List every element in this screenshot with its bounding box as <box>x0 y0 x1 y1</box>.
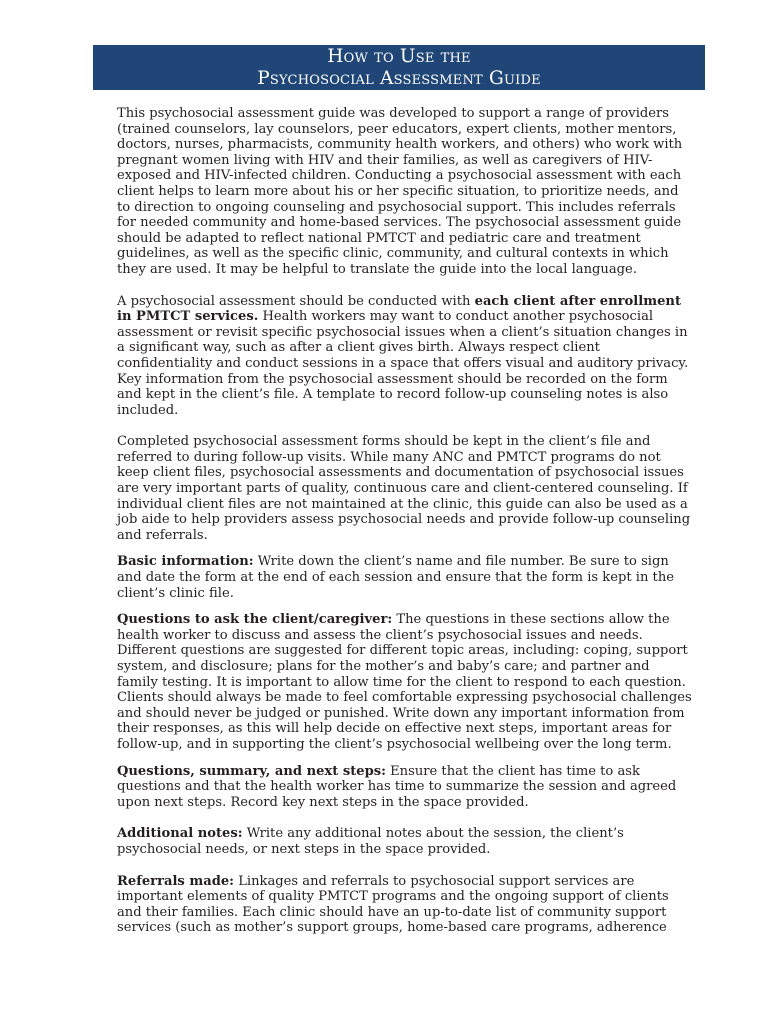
basic-information-section: Basic information: Write down the client’s name and file number. Be sure to sign and date the form at the end of each session and ensure that the form is kept in the client’s clinic file. <box>117 554 674 601</box>
additional-notes-section: Additional notes: Write any additional notes about the session, the client’s psychosocial needs, or next steps in the space provided. <box>117 826 624 857</box>
section-label: Additional notes: <box>117 826 243 842</box>
page-title-line-2: Psychosocial Assessment Guide <box>257 68 541 89</box>
page-title-line-1: How to Use the <box>327 46 471 67</box>
referrals-section: Referrals made: Linkages and referrals to psychosocial support services are important elements of quality PMTCT programs and the ongoing support of clients and their families. Each clinic should have an up-to-date list of community support services (such as mother’s support groups, home-based care programs, adherence <box>117 873 669 936</box>
emphasis-text: each client after enrollment in PMTCT services. <box>117 293 681 325</box>
when-to-assess-paragraph: A psychosocial assessment should be conducted with each client after enrollment in PMTCT services. Health workers may want to conduct another psychosocial assessment or revisit specific psychosocial issues when a client’s situation changes in a significant way, such as after a client gives birth. Always respect client confidentiality and conduct sessions in a space that offers visual and auditory privacy. Key information from the psychosocial assessment should be recorded on the form and kept in the client’s file. A template to record follow-up counseling notes is also included. <box>117 293 689 418</box>
forms-paragraph: Completed psychosocial assessment forms should be kept in the client’s file and referred to during follow-up visits. While many ANC and PMTCT programs do not keep client files, psychosocial assessments and documentation of psychosocial issues are very important parts of quality, continuous care and client-centered counseling. If individual client files are not maintained at the clinic, this guide can also be used as a job aide to help providers assess psychosocial needs and provide follow-up counseling and referrals. <box>117 434 691 543</box>
section-label: Basic information: <box>117 554 254 570</box>
page-title-banner <box>93 45 705 90</box>
summary-next-steps-section: Questions, summary, and next steps: Ensure that the client has time to ask questions and that the health worker has time to summarize the session and agreed upon next steps. Record key next steps in the space provided. <box>117 763 677 810</box>
intro-paragraph: This psychosocial assessment guide was developed to support a range of providers (trained counselors, lay counselors, peer educators, expert clients, mother mentors, doctors, nurses, pharmacists, community health workers, and others) who work with pregnant women living with HIV and their families, as well as caregivers of HIV-exposed and HIV-infected children. Conducting a psychosocial assessment with each client helps to learn more about his or her specific situation, to prioritize needs, and to direction to ongoing counseling and psychosocial support. This includes referrals for needed community and home-based services. The psychosocial assessment guide should be adapted to reflect national PMTCT and pediatric care and treatment guidelines, as well as the specific clinic, community, and cultural contexts in which they are used. It may be helpful to translate the guide into the local language. <box>117 106 683 277</box>
document-body <box>117 106 692 936</box>
questions-section: Questions to ask the client/caregiver: The questions in these sections allow the health worker to discuss and assess the client’s psychosocial issues and needs. Different questions are suggested for different topic areas, including: coping, support system, and disclosure; plans for the mother’s and baby’s care; and partner and family testing. It is important to allow time for the client to respond to each question. Clients should always be made to feel comfortable expressing psychosocial challenges and should never be judged or punished. Write down any important information from their responses, as this will help decide on effective next steps, important areas for follow-up, and in supporting the client’s psychosocial wellbeing over the long term. <box>117 612 692 752</box>
section-label: Questions to ask the client/caregiver: <box>117 612 393 628</box>
section-label: Referrals made: <box>117 873 235 889</box>
section-label: Questions, summary, and next steps: <box>117 763 386 779</box>
